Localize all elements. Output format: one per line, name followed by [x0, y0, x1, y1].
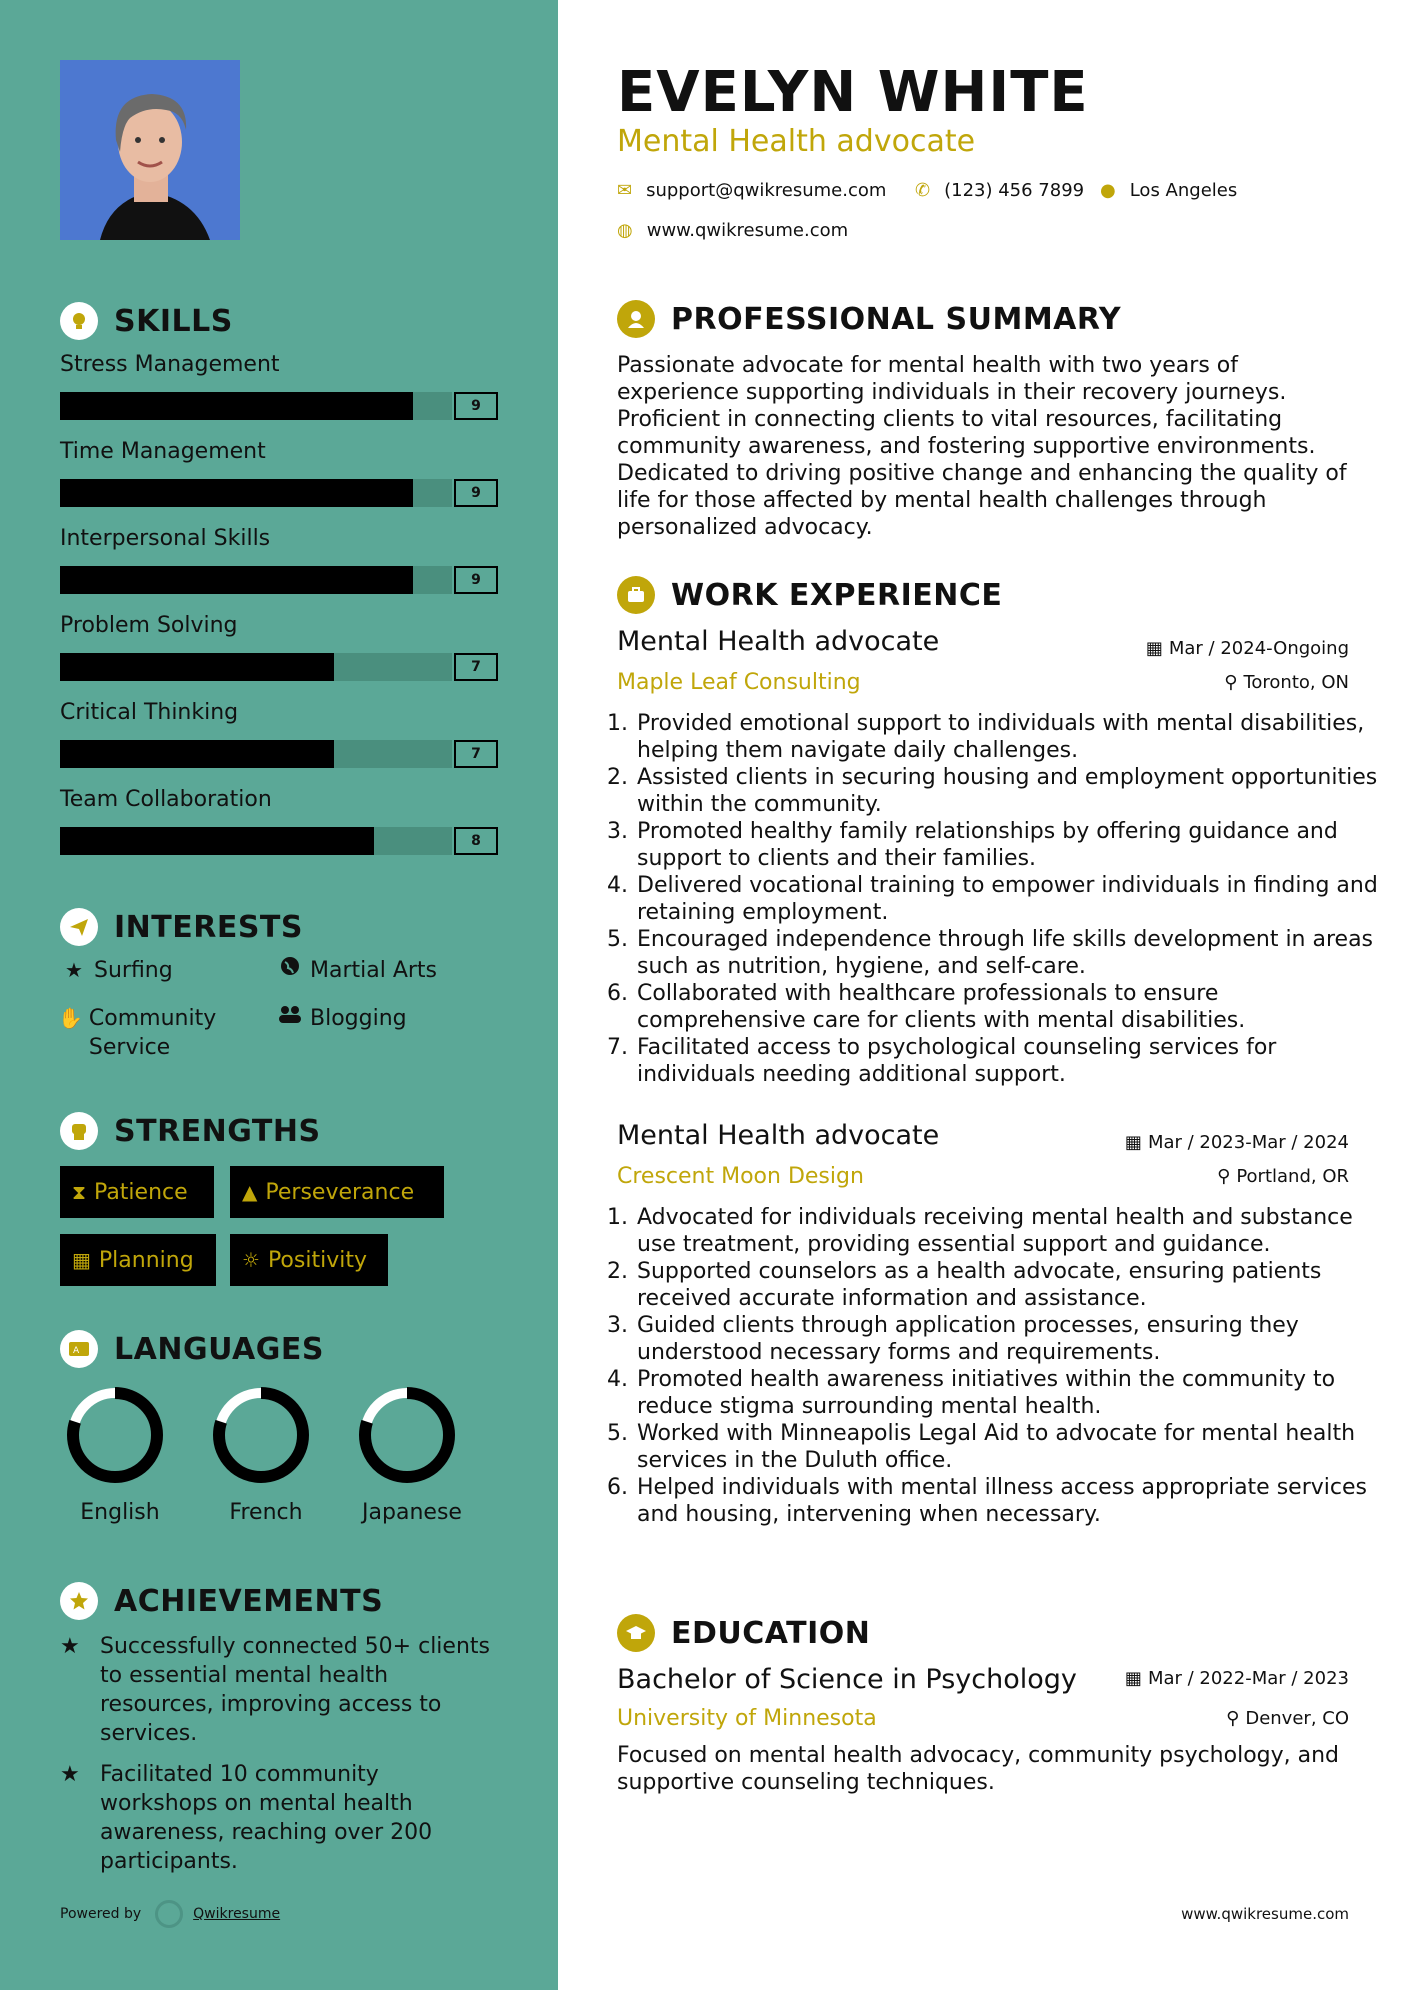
- strength-label: Patience: [94, 1179, 188, 1205]
- skill-bar: [60, 392, 496, 420]
- language-name: English: [80, 1500, 160, 1525]
- skill-fill: [60, 479, 413, 507]
- education-location: [1226, 1708, 1349, 1729]
- education-title: EDUCATION: [671, 1615, 871, 1651]
- job-dates: [1146, 638, 1349, 659]
- skill-name: Team Collaboration: [60, 787, 272, 812]
- globe-icon: [276, 956, 304, 976]
- experience-title: WORK EXPERIENCE: [671, 577, 1003, 613]
- languages-heading: [60, 1330, 324, 1368]
- profile-photo-illustration: [60, 60, 240, 240]
- skill-name: Stress Management: [60, 352, 280, 377]
- contact-email[interactable]: [617, 180, 886, 201]
- job-bullet: 7. Facilitated access to psychological counseling services for individuals needing additional support.: [635, 1034, 1380, 1088]
- job-bullet: 3. Guided clients through application processes, ensuring they understood necessary forms and requirements.: [635, 1312, 1380, 1366]
- phone-icon: ✆: [915, 180, 931, 201]
- education-heading: [617, 1614, 870, 1652]
- job-bullet: 5. Worked with Minneapolis Legal Aid to advocate for mental health services in the Duluth office.: [635, 1420, 1380, 1474]
- skill-score: 9: [454, 479, 498, 507]
- skill-bar: [60, 653, 496, 681]
- job-bullet: 3. Promoted healthy family relationships by offering guidance and support to clients and their families.: [635, 818, 1380, 872]
- paper-plane-icon: [60, 908, 98, 946]
- skill-name: Interpersonal Skills: [60, 526, 271, 551]
- job-location: [1224, 672, 1349, 693]
- interests-title: INTERESTS: [114, 909, 303, 945]
- powered-by-brand-link[interactable]: Qwikresume: [193, 1906, 281, 1922]
- job-title: Mental Health advocate: [617, 626, 940, 657]
- skill-fill: [60, 740, 334, 768]
- website-text: www.qwikresume.com: [646, 220, 849, 241]
- skill-score: 7: [454, 740, 498, 768]
- achievements-title: ACHIEVEMENTS: [114, 1583, 384, 1619]
- sun-icon: ☼: [242, 1248, 260, 1272]
- interest-label: Surfing: [94, 958, 173, 983]
- skill-score: 8: [454, 827, 498, 855]
- job-title: Mental Health advocate: [617, 1120, 940, 1151]
- map-marker-icon: ●: [1100, 180, 1116, 201]
- job-dates: [1125, 1132, 1349, 1153]
- contact-location: [1100, 180, 1237, 201]
- strengths-heading: [60, 1112, 321, 1150]
- job-location: [1217, 1166, 1349, 1187]
- candidate-role: Mental Health advocate: [617, 124, 976, 159]
- skill-bar: [60, 827, 496, 855]
- envelope-icon: ✉: [617, 180, 633, 201]
- globe-icon: ◍: [617, 220, 633, 241]
- calendar-icon: ▦: [1145, 638, 1163, 659]
- lightbulb-icon: [60, 302, 98, 340]
- strength-badge: [60, 1234, 216, 1286]
- road-icon: ▲: [242, 1180, 258, 1204]
- svg-text:A: A: [73, 1346, 80, 1356]
- job-company: Maple Leaf Consulting: [617, 670, 861, 695]
- skill-fill: [60, 827, 374, 855]
- pin-icon: ⚲: [1224, 672, 1238, 693]
- interests-heading: [60, 908, 303, 946]
- languages-title: LANGUAGES: [114, 1331, 324, 1367]
- interest-item: [276, 1004, 407, 1033]
- education-dates-text: Mar / 2022-Mar / 2023: [1147, 1668, 1349, 1689]
- summary-text: Passionate advocate for mental health with two years of experience supporting individuals in their recovery journeys. Proficient in connecting clients to vital resources, facilitating community awareness, and fostering supportive environments. Dedicated to driving positive change and enhancing the quality of life for those affected by mental health challenges through personalized advocacy.: [617, 353, 1347, 540]
- users-icon: [276, 1004, 304, 1024]
- job-bullet: 5. Encouraged independence through life skills development in areas such as nutrition, hygiene, and self-care.: [635, 926, 1380, 980]
- interest-item: [60, 956, 173, 985]
- experience-heading: [617, 576, 1002, 614]
- job-bullets: [617, 1204, 1380, 1528]
- job-dates-text: Mar / 2023-Mar / 2024: [1147, 1132, 1349, 1153]
- skill-fill: [60, 566, 413, 594]
- interest-label: Community Service: [88, 1006, 217, 1060]
- job-bullet: 1. Advocated for individuals receiving mental health and substance use treatment, providing essential support and guidance.: [635, 1204, 1380, 1258]
- job-bullet: 2. Supported counselors as a health advocate, ensuring patients received accurate information and assistance.: [635, 1258, 1380, 1312]
- calendar-icon: ▦: [72, 1248, 91, 1272]
- calendar-icon: ▦: [1124, 1132, 1142, 1153]
- profile-photo: [60, 60, 240, 240]
- summary-heading: [617, 300, 1121, 338]
- job-bullets: [617, 710, 1380, 1088]
- skill-bar: [60, 479, 496, 507]
- language-ring: [357, 1385, 457, 1485]
- footer-website-link[interactable]: www.qwikresume.com: [1181, 1905, 1349, 1923]
- skills-heading: [60, 302, 233, 340]
- interest-label: Martial Arts: [310, 958, 438, 983]
- job-location-text: Toronto, ON: [1243, 672, 1349, 693]
- job-bullet: 4. Delivered vocational training to empower individuals in finding and retaining employment.: [635, 872, 1380, 926]
- job-bullet: 6. Collaborated with healthcare professionals to ensure comprehensive care for clients with mental disabilities.: [635, 980, 1380, 1034]
- job-company: Crescent Moon Design: [617, 1164, 864, 1189]
- skill-fill: [60, 653, 334, 681]
- email-text: support@qwikresume.com: [646, 180, 887, 201]
- star-icon: ★: [60, 1762, 80, 1787]
- skill-score: 7: [454, 653, 498, 681]
- medal-icon: [60, 1582, 98, 1620]
- job-dates-text: Mar / 2024-Ongoing: [1168, 638, 1349, 659]
- education-location-text: Denver, CO: [1245, 1708, 1349, 1729]
- summary-title: PROFESSIONAL SUMMARY: [671, 301, 1122, 337]
- contact-phone[interactable]: [915, 180, 1084, 201]
- language-name: Japanese: [362, 1500, 462, 1525]
- job-bullet: 2. Assisted clients in securing housing and employment opportunities within the community.: [635, 764, 1380, 818]
- job-bullet: 1. Provided emotional support to individuals with mental disabilities, helping them navigate daily challenges.: [635, 710, 1380, 764]
- skills-title: SKILLS: [114, 303, 233, 339]
- hourglass-icon: ⧗: [72, 1180, 87, 1204]
- contact-website[interactable]: [617, 220, 848, 241]
- strength-badge: [230, 1166, 444, 1218]
- strength-label: Perseverance: [265, 1179, 415, 1205]
- achievement-text: Successfully connected 50+ clients to essential mental health resources, improving access to services.: [100, 1634, 490, 1746]
- hand-icon: ✋: [58, 1006, 83, 1030]
- user-icon: [617, 300, 655, 338]
- skill-name: Critical Thinking: [60, 700, 239, 725]
- calendar-icon: ▦: [1124, 1668, 1142, 1689]
- star-icon: ★: [60, 1634, 80, 1659]
- achievement-item: [60, 1760, 500, 1876]
- skill-score: 9: [454, 566, 498, 594]
- powered-by: [60, 1900, 280, 1928]
- interest-label: Blogging: [310, 1006, 407, 1031]
- qwikresume-logo-icon: [155, 1900, 183, 1928]
- language-ring: [211, 1385, 311, 1485]
- achievements-heading: [60, 1582, 383, 1620]
- skill-bar: [60, 566, 496, 594]
- interest-item: [58, 1004, 248, 1062]
- interest-item: [276, 956, 437, 985]
- education-school: University of Minnesota: [617, 1706, 877, 1731]
- pin-icon: ⚲: [1217, 1166, 1231, 1187]
- phone-text: (123) 456 7899: [944, 180, 1085, 201]
- education-description: Focused on mental health advocacy, community psychology, and supportive counseling techniques.: [617, 1743, 1340, 1795]
- strength-badge: [230, 1234, 388, 1286]
- strength-badge: [60, 1166, 214, 1218]
- briefcase-icon: [617, 576, 655, 614]
- strength-label: Positivity: [267, 1247, 367, 1273]
- skill-bar: [60, 740, 496, 768]
- language-name: French: [229, 1500, 303, 1525]
- skill-name: Time Management: [60, 439, 266, 464]
- sidebar: [0, 0, 558, 1990]
- skill-score: 9: [454, 392, 498, 420]
- graduation-cap-icon: [617, 1614, 655, 1652]
- job-bullet: 4. Promoted health awareness initiatives within the community to reduce stigma surrounding mental health.: [635, 1366, 1380, 1420]
- strengths-title: STRENGTHS: [114, 1113, 321, 1149]
- star-icon: ★: [65, 958, 83, 982]
- job-bullet: 6. Helped individuals with mental illness access appropriate services and housing, intervening when necessary.: [635, 1474, 1380, 1528]
- language-ring: [65, 1385, 165, 1485]
- skill-name: Problem Solving: [60, 613, 238, 638]
- powered-by-label: Powered by: [60, 1906, 142, 1922]
- fist-icon: [60, 1112, 98, 1150]
- language-icon: [60, 1330, 98, 1368]
- strength-label: Planning: [98, 1247, 194, 1273]
- achievement-item: [60, 1632, 500, 1748]
- education-dates: [1125, 1668, 1349, 1689]
- location-text: Los Angeles: [1129, 180, 1238, 201]
- achievement-text: Facilitated 10 community workshops on mental health awareness, reaching over 200 participants.: [100, 1762, 433, 1874]
- education-degree: Bachelor of Science in Psychology: [617, 1664, 1077, 1695]
- skill-fill: [60, 392, 413, 420]
- pin-icon: ⚲: [1226, 1708, 1240, 1729]
- job-location-text: Portland, OR: [1236, 1166, 1349, 1187]
- candidate-name: EVELYN WHITE: [617, 60, 1089, 125]
